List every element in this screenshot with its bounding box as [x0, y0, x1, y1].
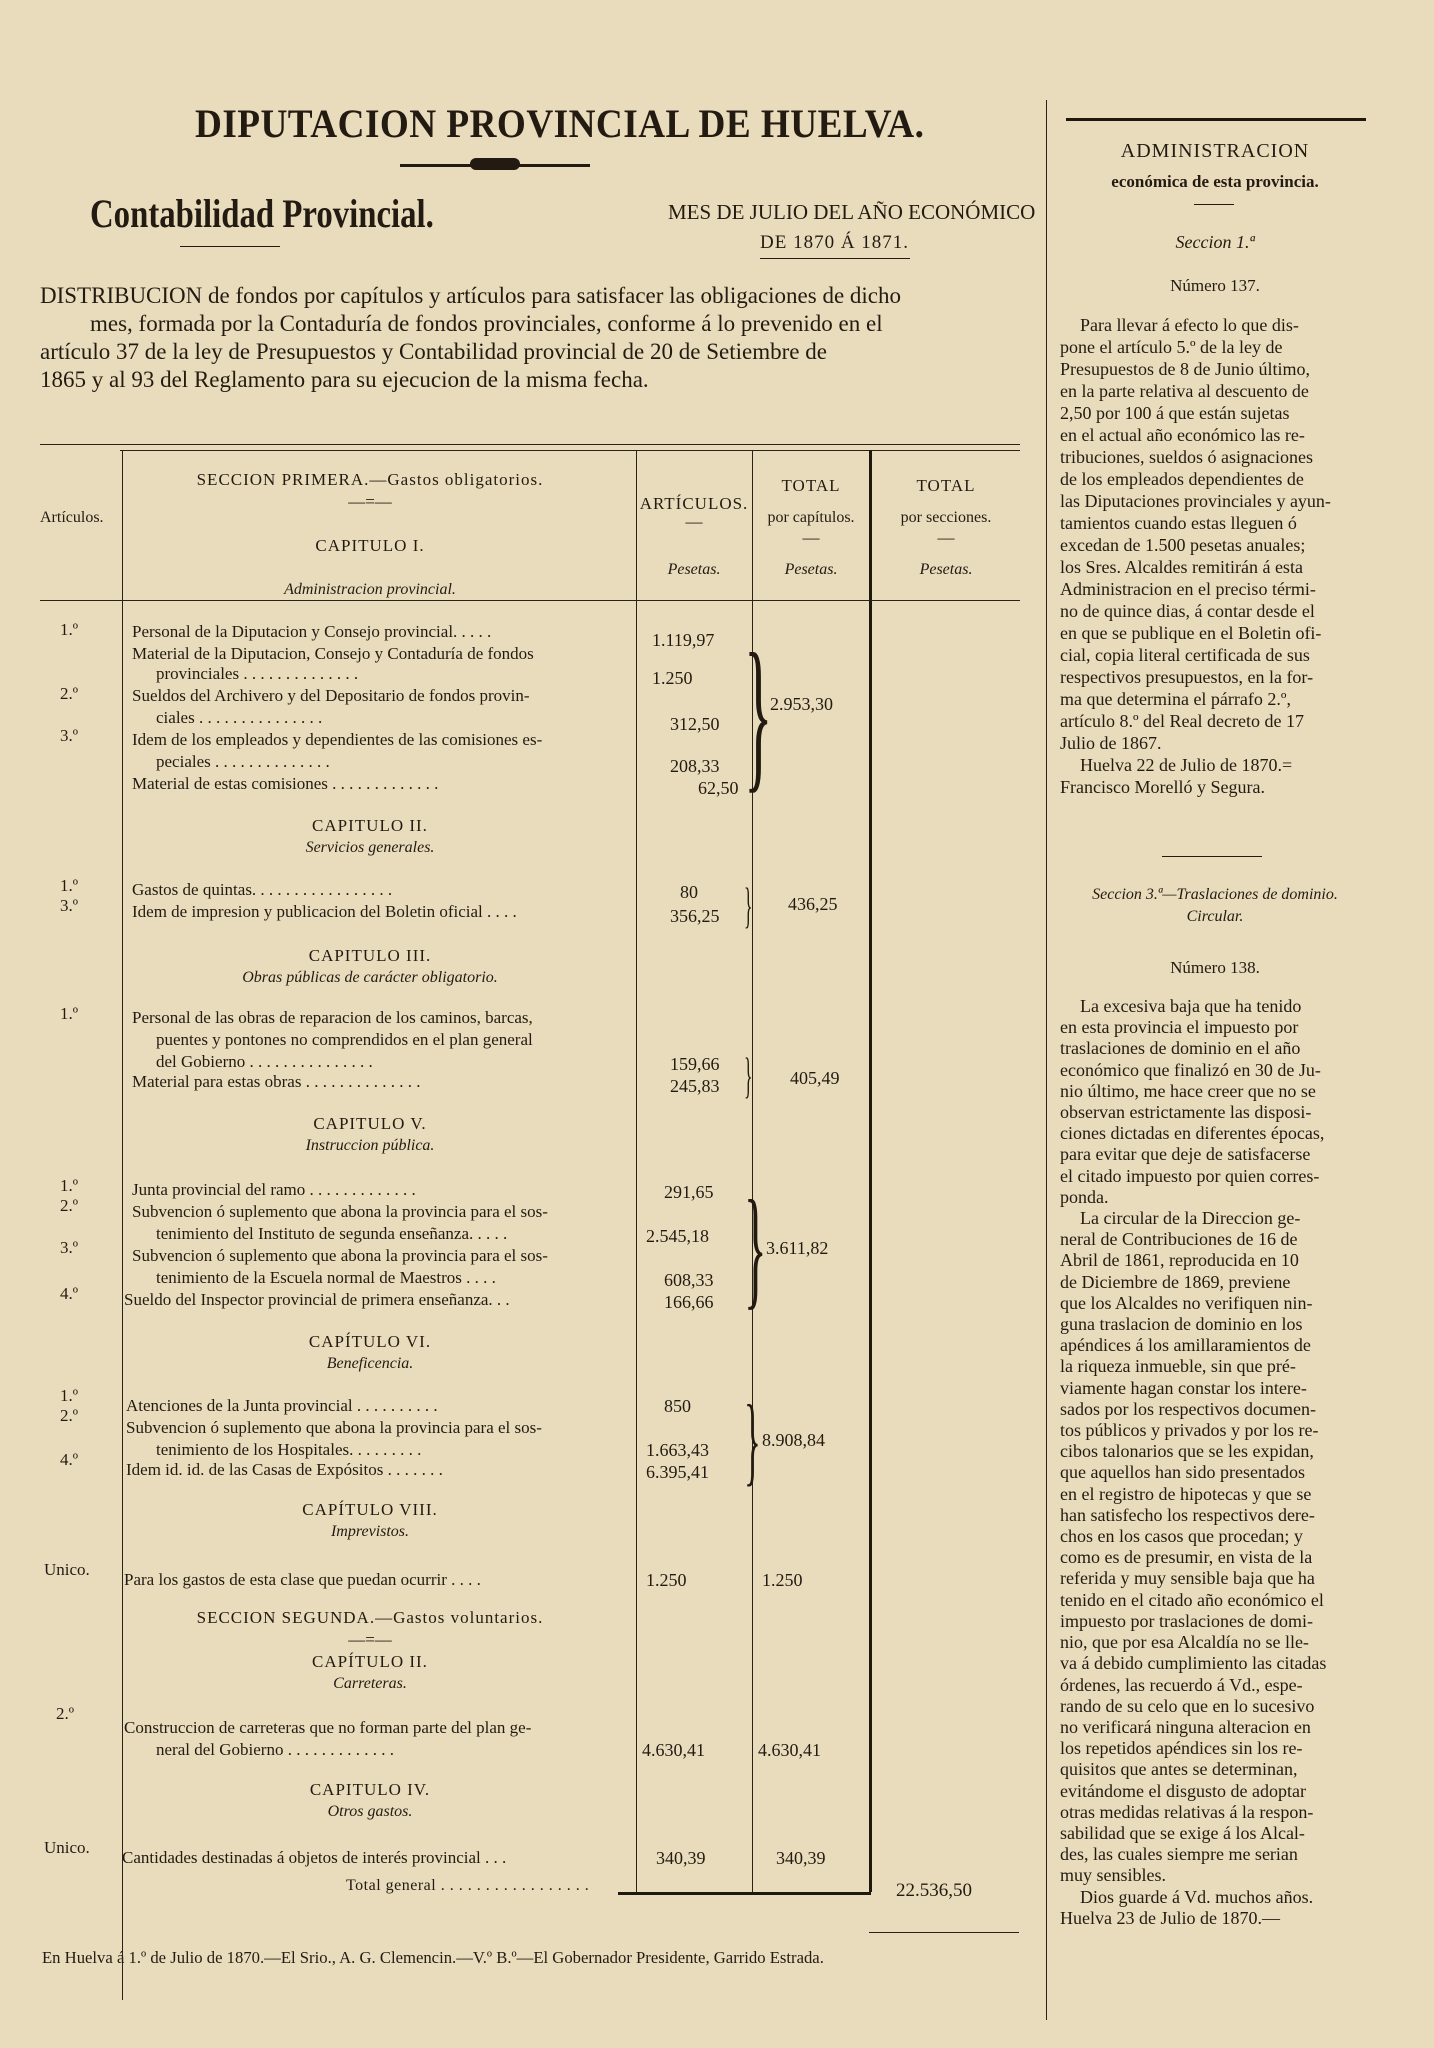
article-text: Para los gastos de esta clase que puedan ocurrir . . . .: [124, 1570, 481, 1589]
article-value: 2.545,18: [646, 1226, 709, 1246]
footer-signature: En Huelva á 1.º de Julio de 1870.—El Srio., A. G. Clemencin.—V.º B.º—El Gobernador Presidente, Garrido Estrada.: [42, 1948, 824, 1967]
article-number: 2.º: [60, 684, 79, 703]
text-line: de Diciembre de 1869, previene: [1060, 1271, 1291, 1292]
col-header-pesetas: Pesetas.: [667, 561, 721, 578]
article-text: Subvencion ó suplemento que abona la provincia para el sos-: [132, 1246, 548, 1265]
month-rule: [760, 258, 910, 259]
text-line: en el actual año económico las re-: [1060, 425, 1305, 445]
text-line: La excesiva baja que ha tenido: [1080, 996, 1302, 1016]
article-text: peciales . . . . . . . . . . . . . .: [156, 752, 330, 771]
article-value: 1.250: [646, 1570, 687, 1590]
text-line: ma que determina el párrafo 2.º,: [1060, 689, 1291, 709]
text-line: viamente hagan constar los intere-: [1060, 1377, 1307, 1398]
text-line: la riqueza inmueble, sin que pré-: [1060, 1356, 1296, 1377]
article-text: provinciales . . . . . . . . . . . . . .: [156, 664, 359, 683]
text-line: tribuciones, sueldos ó asignaciones: [1060, 447, 1313, 467]
right-top-rule: [1066, 118, 1366, 121]
article-text: Sueldos del Archivero y del Depositario de fondos provin-: [132, 686, 530, 705]
article-value: 1.663,43: [646, 1440, 709, 1460]
text-line: Huelva 23 de Julio de 1870.—: [1060, 1907, 1280, 1928]
chapter-total: 8.908,84: [762, 1430, 825, 1450]
seccion-3-label: Seccion 3.ª—Traslaciones de dominio.: [1092, 886, 1338, 903]
chapter-total: 340,39: [776, 1848, 826, 1868]
text-line: Dios guarde á Vd. muchos años.: [1080, 1886, 1314, 1907]
article-value: 356,25: [670, 906, 720, 926]
text-line: Para llevar á efecto lo que dis-: [1080, 315, 1299, 335]
notice-137-body: [1060, 314, 1372, 798]
header-bottom-rule: [40, 600, 1020, 601]
text-line: tos públicos y privados y por los re-: [1060, 1420, 1319, 1441]
text-line: para evitar que deje de satisfacerse: [1060, 1144, 1311, 1165]
article-value: 291,65: [664, 1182, 714, 1202]
article-value: 1.119,97: [652, 630, 715, 650]
admin-heading-2: económica de esta provincia.: [1111, 172, 1319, 191]
capitulo-heading: CAPITULO II.: [312, 816, 428, 835]
text-line: respectivos presupuestos, en la for-: [1060, 667, 1314, 687]
chapter-total: 1.250: [762, 1570, 803, 1590]
article-text: Material de estas comisiones . . . . . . . . . . . . .: [132, 774, 439, 793]
text-line: tamientos cuando estas lleguen ó: [1060, 513, 1297, 533]
col-header-pesetas-cap: Pesetas.: [784, 561, 838, 578]
text-line: evitándome el disgusto de adoptar: [1060, 1780, 1306, 1801]
article-text: Sueldo del Inspector provincial de primera enseñanza. . .: [124, 1290, 510, 1309]
article-value: 6.395,41: [646, 1462, 709, 1482]
numero-138: Número 138.: [1170, 958, 1260, 977]
text-line: el citado impuesto por quien corres-: [1060, 1165, 1320, 1186]
text-line: guna traslacion de dominio en los: [1060, 1314, 1303, 1335]
col-divider-articles-text: [122, 450, 123, 2000]
page-title: DIPUTACION PROVINCIAL DE HUELVA.: [195, 101, 925, 146]
article-number: 1.º: [60, 876, 79, 895]
article-text: tenimiento del Instituto de segunda enseñanza. . . . .: [156, 1224, 508, 1243]
col-header-articulos-values: ARTÍCULOS.: [639, 494, 749, 513]
chapter-total: 2.953,30: [770, 694, 833, 714]
article-number: 4.º: [60, 1284, 79, 1303]
brace: }: [744, 1047, 753, 1103]
text-line: impuesto por traslaciones de domi-: [1060, 1610, 1313, 1631]
article-number: Unico.: [44, 1838, 90, 1857]
article-number: 2.º: [56, 1704, 75, 1723]
text-line: cial, copia literal certificada de sus: [1060, 645, 1310, 665]
capitulo-sub: Imprevistos.: [330, 1523, 410, 1540]
text-line: nio, que por esa Alcaldía no se lle-: [1060, 1632, 1309, 1653]
text-line: neral de Contribuciones de 16 de: [1060, 1229, 1298, 1250]
article-text: neral del Gobierno . . . . . . . . . . . . .: [156, 1740, 394, 1759]
col-header-total-cap-dash: —: [802, 528, 820, 547]
total-bottom-rule: [869, 1932, 1019, 1933]
article-text: Material para estas obras . . . . . . . . . . . . . .: [132, 1072, 421, 1091]
article-text: Cantidades destinadas á objetos de interés provincial . . .: [122, 1848, 507, 1867]
article-number: 3.º: [60, 726, 79, 745]
capitulo-1-heading: CAPITULO I.: [315, 536, 425, 555]
brace: }: [744, 1173, 767, 1321]
text-line: observan estrictamente las disposi-: [1060, 1102, 1312, 1123]
col-header-total-sec-dash: —: [937, 528, 955, 547]
seccion-segunda-dash: —=—: [348, 1630, 392, 1649]
article-value: 340,39: [656, 1848, 706, 1868]
capitulo-sub: Instruccion pública.: [305, 1137, 435, 1154]
intro-line: artículo 37 de la ley de Presupuestos y Contabilidad provincial de 20 de Setiembre de: [40, 339, 827, 364]
text-line: referida y muy sensible baja que ha: [1060, 1568, 1315, 1589]
text-line: sabilidad que se exige á los Alcal-: [1060, 1822, 1305, 1843]
article-text: Gastos de quintas. . . . . . . . . . . . . . . . .: [132, 880, 393, 899]
text-line: pone el artículo 5.º de la ley de: [1060, 337, 1283, 357]
text-line: nio último, me hace creer que no se: [1060, 1080, 1316, 1101]
capitulo-heading: CAPITULO IV.: [309, 1780, 431, 1799]
notice-138-body: [1060, 996, 1372, 1929]
article-text: Construccion de carreteras que no forman parte del plan ge-: [124, 1718, 532, 1737]
col-header-total-sec: TOTAL: [916, 476, 976, 495]
table-top-rule-inner: [120, 450, 1020, 451]
title-ornament-center: [470, 158, 520, 170]
article-value: 80: [680, 882, 698, 902]
article-number: 3.º: [60, 896, 79, 915]
article-text: Idem id. id. de las Casas de Expósitos . . . . . . .: [126, 1460, 443, 1479]
article-number: 4.º: [60, 1450, 79, 1469]
capitulo-sub: Obras públicas de carácter obligatorio.: [242, 969, 498, 986]
article-number: 1.º: [60, 620, 79, 639]
article-number: 2.º: [60, 1406, 79, 1425]
col-header-total-sec-2: por secciones.: [900, 509, 992, 526]
article-text: Atenciones de la Junta provincial . . . . . . . . . .: [126, 1396, 438, 1415]
text-line: los Sres. Alcaldes remitirán á esta: [1060, 557, 1303, 577]
text-line: La circular de la Direccion ge-: [1080, 1208, 1301, 1229]
article-text: ciales . . . . . . . . . . . . . . .: [156, 708, 323, 727]
seccion-dash: —=—: [348, 492, 392, 511]
article-value: 245,83: [670, 1076, 720, 1096]
month-line-2: DE 1870 Á 1871.: [760, 232, 910, 253]
capitulo-heading: CAPÍTULO VIII.: [302, 1500, 438, 1519]
article-text: puentes y pontones no comprendidos en el plan general: [156, 1030, 533, 1049]
intro-line: DISTRIBUCION de fondos por capítulos y artículos para satisfacer las obligaciones de dicho: [40, 283, 902, 308]
article-number: Unico.: [44, 1560, 90, 1579]
text-line: chos en los casos que procedan; y: [1060, 1526, 1303, 1547]
article-text: Personal de las obras de reparacion de los caminos, barcas,: [132, 1008, 533, 1027]
text-line: va á debido cumplimiento las citadas: [1060, 1653, 1327, 1674]
col-header-articulos-dash: —: [685, 512, 703, 531]
article-text: tenimiento de los Hospitales. . . . . . . . .: [156, 1440, 422, 1459]
article-value: 159,66: [670, 1054, 720, 1074]
article-text: Material de la Diputacion, Consejo y Contaduría de fondos: [132, 644, 534, 663]
text-line: cibos talonarios que se les expidan,: [1060, 1441, 1314, 1462]
table-bottom-rule: [618, 1892, 871, 1895]
brace: }: [744, 1384, 761, 1495]
text-line: des, las cuales siempre me serian: [1060, 1844, 1298, 1865]
brace: }: [744, 877, 753, 933]
article-value: 4.630,41: [642, 1740, 705, 1760]
brace: }: [744, 619, 773, 807]
col-header-total-cap-2: por capítulos.: [767, 509, 855, 526]
text-line: que aquellos han sido presentados: [1060, 1462, 1305, 1483]
text-line: ponda.: [1060, 1186, 1109, 1207]
article-text: Idem de los empleados y dependientes de las comisiones es-: [132, 730, 543, 749]
admin-heading-1: ADMINISTRACION: [1120, 140, 1310, 162]
text-line: que los Alcaldes no verifiquen nin-: [1060, 1292, 1313, 1313]
article-value: 312,50: [670, 714, 720, 734]
article-number: 1.º: [60, 1386, 79, 1405]
text-line: en que se publique en el Boletin ofi-: [1060, 623, 1322, 643]
article-number: 3.º: [60, 1238, 79, 1257]
intro-line: 1865 y al 93 del Reglamento para su ejecucion de la misma fecha.: [40, 367, 649, 392]
notice-separator: [1162, 856, 1262, 857]
text-line: tenido en el citado año económico el: [1060, 1589, 1324, 1610]
text-line: sados por los respectivos documen-: [1060, 1398, 1316, 1419]
chapter-total: 405,49: [790, 1068, 840, 1088]
total-general-value: 22.536,50: [896, 1880, 972, 1901]
chapter-total: 4.630,41: [758, 1740, 821, 1760]
text-line: otras medidas relativas á la respon-: [1060, 1801, 1314, 1822]
col-header-articulos: Artículos.: [40, 509, 104, 526]
article-text: Idem de impresion y publicacion del Boletin oficial . . . .: [132, 902, 517, 921]
article-number: 1.º: [60, 1004, 79, 1023]
col-divider-cap-sec: [869, 450, 872, 1892]
table-top-rule: [40, 444, 1020, 445]
capitulo-heading: CAPITULO V.: [313, 1114, 427, 1133]
text-line: ciones dictadas en diferentes épocas,: [1060, 1123, 1325, 1144]
heading-rule: [1194, 204, 1234, 205]
article-value: 850: [664, 1396, 691, 1416]
text-line: Julio de 1867.: [1060, 733, 1162, 753]
text-line: no de quince dias, á contar desde el: [1060, 601, 1315, 621]
text-line: apéndices á los amillaramientos de: [1060, 1335, 1311, 1356]
text-line: los repetidos apéndices sin los re-: [1060, 1738, 1303, 1759]
col-header-total-cap: TOTAL: [781, 476, 841, 495]
intro-line: mes, formada por la Contaduría de fondos provinciales, conforme á lo prevenido en el: [90, 311, 883, 336]
seccion-segunda-heading: SECCION SEGUNDA.—Gastos voluntarios.: [196, 1608, 544, 1627]
text-line: quisitos que antes se determinan,: [1060, 1759, 1298, 1780]
article-text: Subvencion ó suplemento que abona la provincia para el sos-: [126, 1418, 542, 1437]
text-line: traslaciones de dominio en el año: [1060, 1038, 1301, 1059]
text-line: en esta provincia el impuesto por: [1060, 1017, 1299, 1038]
capitulo-sub: Carreteras.: [333, 1675, 407, 1692]
text-line: artículo 8.º del Real decreto de 17: [1060, 711, 1304, 731]
text-line: las Diputaciones provinciales y ayun-: [1060, 491, 1331, 511]
chapter-total: 3.611,82: [766, 1238, 829, 1258]
col-header-pesetas-sec: Pesetas.: [919, 561, 973, 578]
text-line: Abril de 1861, reproducida en 10: [1060, 1250, 1299, 1271]
col-divider-text-values: [636, 450, 637, 1892]
text-line: órdenes, las recuerdo á Vd., espe-: [1060, 1674, 1303, 1695]
seccion-1-label: Seccion 1.ª: [1175, 232, 1255, 252]
intro-paragraph: [40, 282, 1025, 394]
article-value: 62,50: [698, 778, 739, 798]
text-line: en el registro de hipotecas y que se: [1060, 1483, 1312, 1504]
capitulo-heading: CAPÍTULO VI.: [308, 1332, 432, 1351]
text-line: no verificará ninguna alteracion en: [1060, 1716, 1311, 1737]
column-separator: [1046, 100, 1047, 2020]
text-line: en la parte relativa al descuento de: [1060, 381, 1309, 401]
numero-137: Número 137.: [1170, 276, 1260, 295]
month-line-1: MES DE JULIO DEL AÑO ECONÓMICO: [668, 200, 1036, 224]
text-line: económico que finalizó en 30 de Ju-: [1060, 1059, 1321, 1080]
text-line: rando de su celo que en lo sucesivo: [1060, 1695, 1315, 1716]
article-value: 608,33: [664, 1270, 714, 1290]
article-text: tenimiento de la Escuela normal de Maestros . . . .: [156, 1268, 496, 1287]
article-number: 1.º: [60, 1176, 79, 1195]
text-line: de los empleados dependientes de: [1060, 469, 1304, 489]
capitulo-sub: Servicios generales.: [305, 839, 435, 856]
text-line: 2,50 por 100 á que están sujetas: [1060, 403, 1290, 423]
text-line: muy sensibles.: [1060, 1865, 1166, 1886]
article-value: 208,33: [670, 756, 720, 776]
text-line: como es de presumir, en vista de la: [1060, 1547, 1313, 1568]
chapter-total: 436,25: [788, 894, 838, 914]
article-text: Junta provincial del ramo . . . . . . . . . . . . .: [132, 1180, 416, 1199]
capitulo-heading: CAPÍTULO II.: [312, 1652, 428, 1671]
subtitle-rule: [180, 246, 280, 247]
article-value: 1.250: [652, 668, 693, 688]
section-subtitle: Contabilidad Provincial.: [90, 191, 434, 236]
capitulo-sub: Otros gastos.: [327, 1803, 413, 1820]
text-line: Huelva 22 de Julio de 1870.=: [1080, 755, 1293, 775]
circular-label: Circular.: [1186, 908, 1244, 925]
capitulo-sub: Beneficencia.: [326, 1355, 414, 1372]
text-line: Administracion en el preciso térmi-: [1060, 579, 1316, 599]
capitulo-1-sub: Administracion provincial.: [284, 581, 456, 598]
text-line: han satisfecho los respectivos dere-: [1060, 1504, 1315, 1525]
text-line: Francisco Morelló y Segura.: [1060, 777, 1265, 797]
seccion-primera-heading: SECCION PRIMERA.—Gastos obligatorios.: [196, 470, 544, 489]
article-value: 166,66: [664, 1292, 714, 1312]
text-line: Presupuestos de 8 de Junio último,: [1060, 359, 1310, 379]
article-number: 2.º: [60, 1196, 79, 1215]
text-line: excedan de 1.500 pesetas anuales;: [1060, 535, 1306, 555]
total-general-label: Total general . . . . . . . . . . . . . . . . .: [346, 1877, 590, 1894]
article-text: del Gobierno . . . . . . . . . . . . . . .: [156, 1052, 373, 1071]
capitulo-heading: CAPITULO III.: [308, 946, 432, 965]
article-text: Personal de la Diputacion y Consejo provincial. . . . .: [132, 622, 492, 641]
article-text: Subvencion ó suplemento que abona la provincia para el sos-: [132, 1202, 548, 1221]
